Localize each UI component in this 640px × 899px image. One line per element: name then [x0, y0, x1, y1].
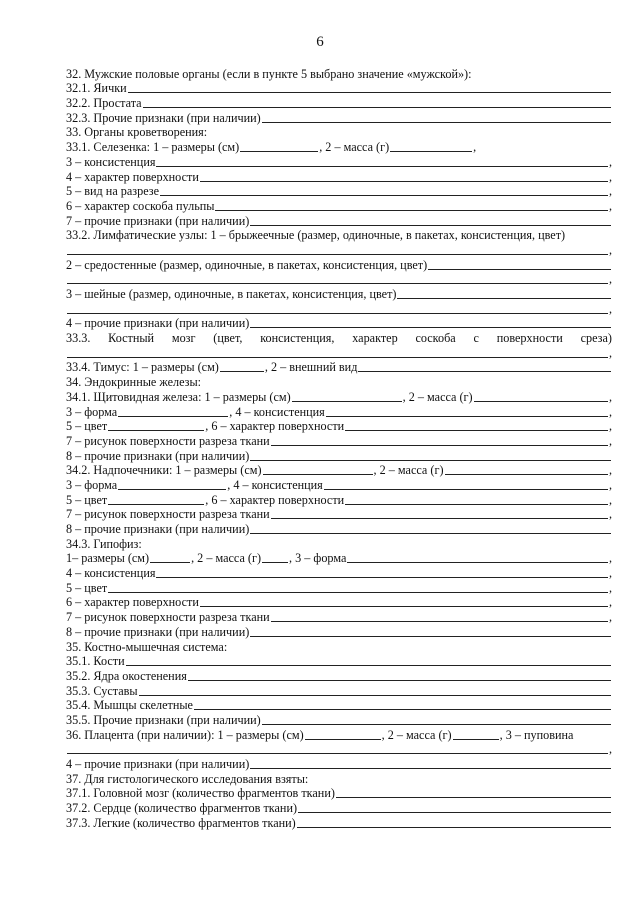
- line-text: среза): [580, 331, 612, 346]
- line-text: , 2 – масса (г): [402, 389, 473, 404]
- line-text: 32.3. Прочие признаки (при наличии): [66, 110, 261, 125]
- form-line: [66, 389, 612, 404]
- fill-in-blank[interactable]: [150, 551, 190, 563]
- fill-in-blank[interactable]: [324, 478, 608, 490]
- form-line: [66, 330, 612, 345]
- form-line: [66, 228, 612, 243]
- line-text: 5 – вид на разрезе: [66, 184, 159, 199]
- line-text: 34.2. Надпочечники: 1 – размеры (см): [66, 463, 262, 478]
- line-text: 8 – прочие признаки (при наличии): [66, 522, 250, 536]
- form-line: [66, 727, 612, 742]
- fill-in-blank[interactable]: [250, 316, 611, 328]
- fill-in-blank[interactable]: [156, 155, 608, 167]
- line-text: , 2 – масса (г): [373, 463, 444, 478]
- line-text: 33.1. Селезенка: 1 – размеры (см): [66, 140, 240, 155]
- form-line: [66, 786, 612, 801]
- fill-in-blank[interactable]: [118, 405, 228, 417]
- line-text: , 6 – характер поверхности: [205, 492, 345, 507]
- form-line: [66, 565, 612, 580]
- form-line: [66, 198, 612, 213]
- line-text: 33.3.: [66, 331, 91, 346]
- form-line: [66, 213, 612, 228]
- form-line: [66, 374, 612, 389]
- fill-in-blank[interactable]: [271, 610, 608, 622]
- form-line: [66, 139, 612, 154]
- line-text: 7 – рисунок поверхности разреза ткани: [66, 507, 270, 522]
- line-text: , 3 – пуповина: [499, 727, 574, 742]
- line-text: мозг: [171, 331, 196, 346]
- fill-in-blank[interactable]: [298, 801, 611, 813]
- fill-in-blank[interactable]: [215, 199, 607, 211]
- fill-in-blank[interactable]: [67, 302, 608, 314]
- line-text: ,: [608, 242, 612, 257]
- line-text: 35.5. Прочие признаки (при наличии): [66, 712, 261, 727]
- form-line: [66, 551, 612, 566]
- fill-in-blank[interactable]: [240, 140, 318, 152]
- form-line: [66, 521, 612, 536]
- line-text: соскоба: [415, 331, 456, 346]
- line-text: 4 – прочие признаки (при наличии): [66, 316, 250, 331]
- line-text: ,: [608, 463, 612, 478]
- line-text: ,: [608, 389, 612, 404]
- line-text: 32.1. Яички: [66, 81, 127, 96]
- line-text: 35.2. Ядра окостенения: [66, 668, 187, 683]
- fill-in-blank[interactable]: [263, 463, 373, 475]
- form-line: [66, 756, 612, 771]
- fill-in-blank[interactable]: [250, 625, 611, 637]
- line-text: , 6 – характер поверхности: [205, 419, 345, 434]
- line-text: ,: [608, 198, 612, 213]
- form-line: [66, 184, 612, 199]
- form-line: [66, 477, 612, 492]
- fill-in-blank[interactable]: [345, 493, 608, 505]
- fill-in-blank[interactable]: [292, 390, 402, 402]
- line-text: консистенция,: [260, 331, 335, 346]
- fill-in-blank[interactable]: [445, 463, 608, 475]
- line-text: ,: [608, 595, 612, 610]
- line-text: 34.1. Щитовидная железа: 1 – размеры (см): [66, 389, 291, 404]
- fill-in-blank[interactable]: [67, 346, 608, 358]
- fill-in-blank[interactable]: [305, 728, 381, 740]
- line-text: 3 – форма: [66, 477, 118, 492]
- line-text: 8 – прочие признаки (при наличии): [66, 448, 250, 463]
- line-text: ,: [608, 507, 612, 522]
- form-line: [66, 81, 612, 96]
- form-line: [66, 507, 612, 522]
- fill-in-blank[interactable]: [297, 816, 611, 828]
- line-text: Костный: [108, 331, 155, 346]
- line-text: , 4 – консистенция: [227, 477, 323, 492]
- line-text: ,: [473, 140, 477, 155]
- fill-in-blank[interactable]: [326, 405, 608, 417]
- fill-in-blank[interactable]: [453, 728, 499, 740]
- line-text: 37.3. Легкие (количество фрагментов ткани): [66, 815, 296, 830]
- form-line: [66, 771, 612, 786]
- form-line: [66, 242, 612, 257]
- form-line: [66, 639, 612, 654]
- fill-in-blank[interactable]: [67, 243, 608, 255]
- form-line: [66, 800, 612, 815]
- fill-in-blank[interactable]: [336, 786, 611, 798]
- line-text: 7 – прочие признаки (при наличии): [66, 213, 250, 228]
- line-text: 6 – характер поверхности: [66, 595, 199, 610]
- line-text: 8 – прочие признаки (при наличии): [66, 624, 250, 639]
- form-line: [66, 609, 612, 624]
- form-line: [66, 257, 612, 272]
- form-line: [66, 272, 612, 287]
- form-line: [66, 360, 612, 375]
- line-text: ,: [608, 580, 612, 595]
- fill-in-blank[interactable]: [345, 419, 608, 431]
- fill-in-blank[interactable]: [262, 713, 611, 725]
- line-text: (цвет,: [213, 331, 243, 346]
- form-line: [66, 698, 612, 713]
- line-text: ,: [608, 433, 612, 448]
- fill-in-blank[interactable]: [108, 493, 204, 505]
- form-line: [66, 654, 612, 669]
- fill-in-blank[interactable]: [271, 434, 608, 446]
- form-line: [66, 580, 612, 595]
- form-line: [66, 463, 612, 478]
- line-text: ,: [608, 492, 612, 507]
- line-text: 3 – консистенция: [66, 154, 156, 169]
- fill-in-blank[interactable]: [262, 551, 288, 563]
- line-text: ,: [608, 301, 612, 316]
- line-text: 33.2. Лимфатические узлы: 1 – брыжеечные (размер, одиночные, в пакетах, консистенция, цвет): [66, 228, 566, 243]
- line-text: 2 – средостенные (размер, одиночные, в пакетах, консистенция, цвет): [66, 257, 428, 272]
- page-number: 6: [316, 34, 324, 50]
- fill-in-blank[interactable]: [108, 419, 204, 431]
- form-line: [66, 154, 612, 169]
- fill-in-blank[interactable]: [200, 170, 608, 182]
- form-line: [66, 95, 612, 110]
- line-text: ,: [608, 477, 612, 492]
- line-text: 5 – цвет: [66, 580, 108, 595]
- fill-in-blank[interactable]: [250, 214, 611, 226]
- fill-in-blank[interactable]: [271, 507, 608, 519]
- form-line: [66, 595, 612, 610]
- form-body: [66, 66, 612, 830]
- fill-in-blank[interactable]: [262, 111, 611, 123]
- line-text: ,: [608, 551, 612, 566]
- line-text: ,: [608, 345, 612, 360]
- line-text: 3 – шейные (размер, одиночные, в пакетах, консистенция, цвет): [66, 287, 397, 301]
- line-text: ,: [608, 154, 612, 169]
- fill-in-blank[interactable]: [397, 287, 611, 299]
- line-text: ,: [608, 742, 612, 757]
- form-line: [66, 815, 612, 830]
- line-text: 37.2. Сердце (количество фрагментов ткани): [66, 801, 298, 816]
- line-text: 5 – цвет: [66, 419, 108, 434]
- form-line: [66, 492, 612, 507]
- form-line: [66, 169, 612, 184]
- fill-in-blank[interactable]: [250, 757, 611, 769]
- line-text: 3 – форма: [66, 404, 118, 419]
- line-text: ,: [608, 404, 612, 419]
- fill-in-blank[interactable]: [160, 184, 608, 196]
- form-line: [66, 110, 612, 125]
- line-text: ,: [608, 610, 612, 625]
- form-line: [66, 433, 612, 448]
- line-text: ,: [608, 419, 612, 434]
- fill-in-blank[interactable]: [128, 81, 611, 93]
- line-text: 4 – консистенция: [66, 566, 156, 581]
- line-text: 34. Эндокринные железы:: [66, 375, 202, 390]
- fill-in-blank[interactable]: [474, 390, 608, 402]
- line-text: 32.2. Простата: [66, 96, 142, 111]
- line-text: 33.4. Тимус: 1 – размеры (см): [66, 360, 219, 375]
- fill-in-blank[interactable]: [358, 360, 611, 372]
- form-line: [66, 624, 612, 639]
- form-line: [66, 536, 612, 551]
- line-text: 37.1. Головной мозг (количество фрагментов ткани): [66, 786, 335, 801]
- form-line: [66, 345, 612, 360]
- fill-in-blank[interactable]: [139, 684, 611, 696]
- form-line: [66, 668, 612, 683]
- form-line: [66, 125, 612, 140]
- line-text: ,: [608, 169, 612, 184]
- fill-in-blank[interactable]: [118, 478, 226, 490]
- line-text: , 2 – масса (г): [191, 551, 262, 566]
- line-text: 6 – характер соскоба пульпы: [66, 198, 215, 213]
- fill-in-blank[interactable]: [156, 566, 608, 578]
- line-text: , 4 – консистенция: [229, 404, 325, 419]
- form-line: [66, 66, 612, 81]
- fill-in-blank[interactable]: [143, 96, 611, 108]
- line-text: характер: [352, 331, 398, 346]
- line-text: 36. Плацента (при наличии): 1 – размеры (см): [66, 727, 304, 742]
- line-text: ,: [608, 566, 612, 581]
- line-text: ,: [608, 184, 612, 199]
- form-line: [66, 419, 612, 434]
- form-line: [66, 448, 612, 463]
- form-line: [66, 683, 612, 698]
- fill-in-blank[interactable]: [126, 654, 611, 666]
- fill-in-blank[interactable]: [347, 551, 608, 563]
- line-text: , 3 – форма: [289, 551, 347, 566]
- fill-in-blank[interactable]: [200, 595, 608, 607]
- fill-in-blank[interactable]: [188, 669, 611, 681]
- form-line: [66, 316, 612, 331]
- line-text: 5 – цвет: [66, 492, 108, 507]
- form-line: [66, 742, 612, 757]
- form-line: [66, 301, 612, 316]
- fill-in-blank[interactable]: [220, 360, 264, 372]
- line-text: поверхности: [496, 331, 563, 346]
- fill-in-blank[interactable]: [67, 742, 608, 754]
- line-text: 37. Для гистологического исследования взяты:: [66, 771, 309, 786]
- line-text: 33. Органы кроветворения:: [66, 125, 208, 140]
- fill-in-blank[interactable]: [108, 581, 608, 593]
- form-line: [66, 712, 612, 727]
- line-text: 35.1. Кости: [66, 654, 125, 669]
- line-text: 1– размеры (см): [66, 551, 150, 566]
- fill-in-blank[interactable]: [428, 258, 611, 270]
- line-text: 4 – характер поверхности: [66, 169, 199, 184]
- line-text: 34.3. Гипофиз:: [66, 536, 142, 551]
- fill-in-blank[interactable]: [250, 522, 611, 534]
- line-text: 35.3. Суставы: [66, 683, 138, 698]
- line-text: 35.4. Мышцы скелетные: [66, 698, 193, 713]
- line-text: 7 – рисунок поверхности разреза ткани: [66, 433, 270, 448]
- line-text: , 2 – внешний вид: [264, 360, 358, 375]
- form-line: [66, 286, 612, 301]
- line-text: , 2 – масса (г): [381, 727, 452, 742]
- line-text: 32. Мужские половые органы (если в пункте 5 выбрано значение «мужской»):: [66, 66, 472, 81]
- line-text: с: [473, 331, 479, 346]
- fill-in-blank[interactable]: [390, 140, 472, 152]
- line-text: 7 – рисунок поверхности разреза ткани: [66, 610, 270, 625]
- line-text: 4 – прочие признаки (при наличии): [66, 757, 250, 771]
- line-text: ,: [608, 272, 612, 287]
- fill-in-blank[interactable]: [194, 698, 611, 710]
- fill-in-blank[interactable]: [67, 272, 608, 284]
- form-line: [66, 404, 612, 419]
- fill-in-blank[interactable]: [250, 449, 611, 461]
- line-text: , 2 – масса (г): [319, 140, 390, 155]
- line-text: 35. Костно-мышечная система:: [66, 639, 228, 654]
